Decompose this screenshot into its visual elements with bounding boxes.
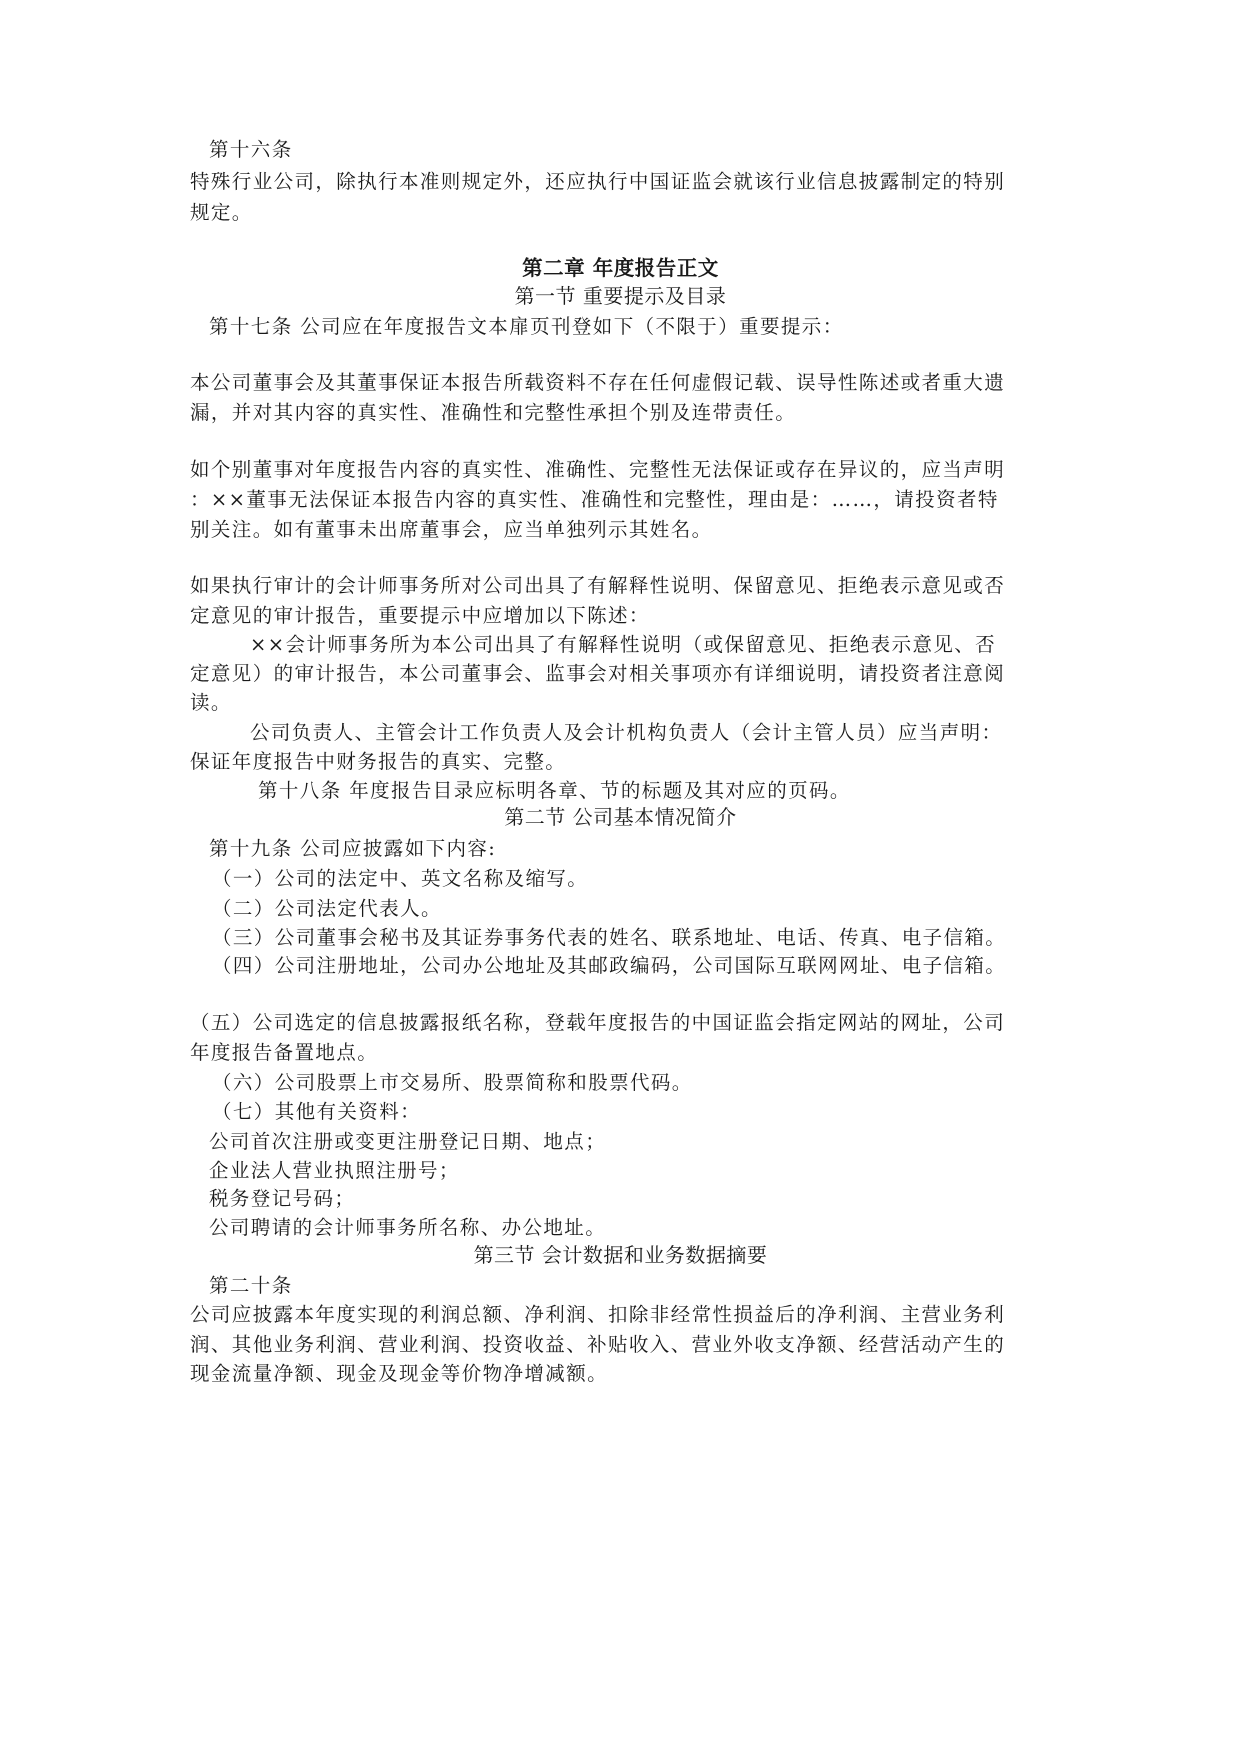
article-17-para-2-cont: ：××董事无法保证本报告内容的真实性、准确性和完整性，理由是：……，请投资者特 xyxy=(190,488,999,511)
article-19-item-7: （七）其他有关资料： xyxy=(212,1100,422,1123)
article-19-subitem-4: 公司聘请的会计师事务所名称、办公地址。 xyxy=(209,1216,607,1239)
chapter-2-heading: 第二章 年度报告正文 xyxy=(522,256,719,280)
article-18: 第十八条 年度报告目录应标明各章、节的标题及其对应的页码。 xyxy=(258,779,851,802)
article-20-title: 第二十条 xyxy=(209,1274,293,1297)
article-17-intro: 第十七条 公司应在年度报告文本扉页刊登如下（不限于）重要提示： xyxy=(209,315,844,338)
article-19-item-5-cont: 年度报告备置地点。 xyxy=(190,1041,379,1064)
article-19-item-1: （一）公司的法定中、英文名称及缩写。 xyxy=(212,867,589,890)
article-19-item-4: （四）公司注册地址，公司办公地址及其邮政编码，公司国际互联网网址、电子信箱。 xyxy=(212,954,1007,977)
article-17-para-5: 公司负责人、主管会计工作负责人及会计机构负责人（会计主管人员）应当声明： xyxy=(250,721,1003,744)
section-3-heading: 第三节 会计数据和业务数据摘要 xyxy=(473,1243,768,1267)
article-19-subitem-1: 公司首次注册或变更注册登记日期、地点； xyxy=(209,1130,607,1153)
article-19-item-6: （六）公司股票上市交易所、股票简称和股票代码。 xyxy=(212,1071,693,1094)
article-17-para-4: ××会计师事务所为本公司出具了有解释性说明（或保留意见、拒绝表示意见、否 xyxy=(250,633,997,656)
article-17-para-5-cont: 保证年度报告中财务报告的真实、完整。 xyxy=(190,750,567,773)
article-17-para-2: 如个别董事对年度报告内容的真实性、准确性、完整性无法保证或存在异议的，应当声明 xyxy=(190,458,1006,481)
article-17-para-4-cont: 定意见）的审计报告，本公司董事会、监事会对相关事项亦有详细说明，请投资者注意阅 xyxy=(190,662,1006,685)
section-2-heading: 第二节 公司基本情况简介 xyxy=(504,805,737,829)
article-20-text-cont2: 现金流量净额、现金及现金等价物净增减额。 xyxy=(190,1362,609,1385)
article-19-intro: 第十九条 公司应披露如下内容: xyxy=(209,837,497,860)
article-19-subitem-3: 税务登记号码； xyxy=(209,1187,356,1210)
section-1-heading: 第一节 重要提示及目录 xyxy=(514,284,727,308)
article-17-para-1: 本公司董事会及其董事保证本报告所载资料不存在任何虚假记载、误导性陈述或者重大遗 xyxy=(190,371,1006,394)
article-19-item-2: （二）公司法定代表人。 xyxy=(212,897,442,920)
article-19-item-3: （三）公司董事会秘书及其证券事务代表的姓名、联系地址、电话、传真、电子信箱。 xyxy=(212,926,1007,949)
article-17-para-2-cont2: 别关注。如有董事未出席董事会，应当单独列示其姓名。 xyxy=(190,518,713,541)
article-20-text-cont: 润、其他业务利润、营业利润、投资收益、补贴收入、营业外收支净额、经营活动产生的 xyxy=(190,1333,1006,1356)
article-17-para-4-cont2: 读。 xyxy=(190,691,232,714)
article-17-para-3: 如果执行审计的会计师事务所对公司出具了有解释性说明、保留意见、拒绝表示意见或否 xyxy=(190,574,1006,597)
article-19-subitem-2: 企业法人营业执照注册号； xyxy=(209,1159,460,1182)
article-19-item-5: （五）公司选定的信息披露报纸名称，登载年度报告的中国证监会指定网站的网址，公司 xyxy=(190,1011,1006,1034)
article-17-para-1-cont: 漏，并对其内容的真实性、准确性和完整性承担个别及连带责任。 xyxy=(190,401,797,424)
article-20-text: 公司应披露本年度实现的利润总额、净利润、扣除非经常性损益后的净利润、主营业务利 xyxy=(190,1303,1006,1326)
article-17-para-3-cont: 定意见的审计报告，重要提示中应增加以下陈述： xyxy=(190,604,650,627)
article-16-text: 特殊行业公司，除执行本准则规定外，还应执行中国证监会就该行业信息披露制定的特别 xyxy=(190,170,1006,193)
article-16-text-cont: 规定。 xyxy=(190,201,253,224)
article-16-title: 第十六条 xyxy=(209,138,293,161)
